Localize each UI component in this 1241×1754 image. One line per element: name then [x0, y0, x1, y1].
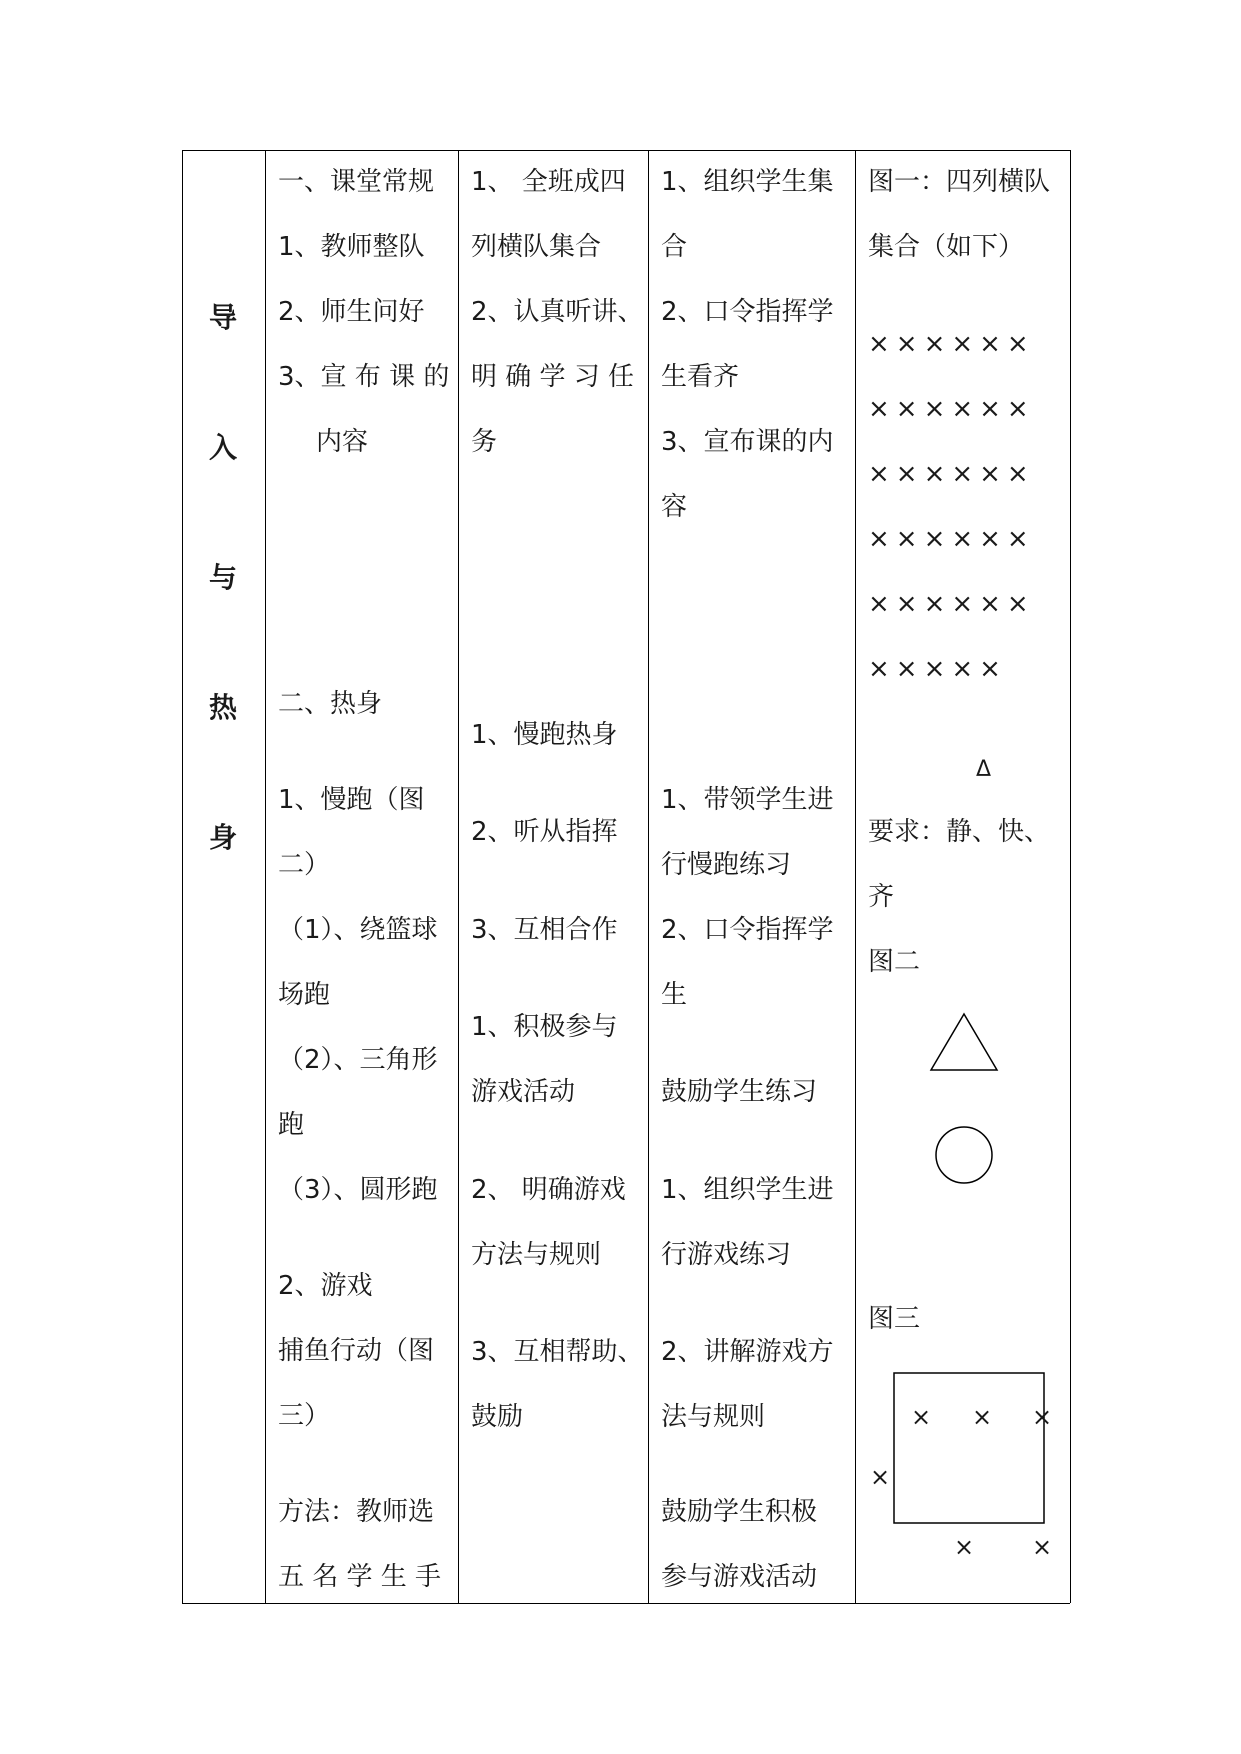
formation-row: ×××××	[868, 654, 1007, 684]
fig1-title: 图一：四列横队	[868, 167, 1051, 197]
game-line: 2、游戏	[278, 1271, 373, 1301]
player-mark: ×	[1032, 1533, 1053, 1561]
teacher-line: 2、口令指挥学	[661, 297, 834, 327]
warmup-line: 场跑	[278, 980, 331, 1010]
student-line: 游戏活动	[471, 1077, 576, 1107]
teacher-line: 生看齐	[661, 362, 740, 392]
category-char: 身	[209, 821, 238, 854]
category-char: 与	[209, 561, 238, 594]
warmup-line: （1）、绕篮球	[278, 915, 438, 945]
teacher-line: 行游戏练习	[661, 1240, 792, 1270]
teacher-line: 2、口令指挥学	[661, 915, 834, 945]
teacher-line: 鼓励学生练习	[661, 1077, 818, 1107]
player-mark: ×	[911, 1403, 932, 1431]
column-divider-3	[648, 150, 649, 1603]
teacher-line: 1、组织学生集	[661, 167, 834, 197]
student-line: 1、 全班成四	[471, 167, 626, 197]
student-line: 明 确 学 习 任	[471, 362, 635, 392]
student-line: 务	[471, 427, 498, 457]
player-mark: ×	[870, 1463, 891, 1491]
category-char: 导	[209, 301, 238, 334]
teacher-line: 2、讲解游戏方	[661, 1337, 834, 1367]
student-line: 方法与规则	[471, 1240, 602, 1270]
method-line: 方法：教师选	[278, 1497, 435, 1527]
teacher-line: 容	[661, 492, 688, 522]
formation-row: ××××××	[868, 459, 1035, 489]
student-line: 3、互相帮助、	[471, 1337, 644, 1367]
category-char: 热	[209, 691, 238, 724]
routine-title: 一、课堂常规	[278, 167, 435, 197]
student-line: 2、 明确游戏	[471, 1175, 626, 1205]
student-line: 3、互相合作	[471, 915, 618, 945]
circle-route-diagram	[934, 1125, 994, 1185]
student-line: 列横队集合	[471, 232, 602, 262]
player-mark: ×	[1032, 1403, 1053, 1431]
game-line: 捕鱼行动（图	[278, 1336, 435, 1366]
fig3-label: 图三	[868, 1304, 921, 1334]
requirement-line: 齐	[868, 882, 895, 912]
table-border-right	[1070, 150, 1071, 1603]
formation-row: ××××××	[868, 329, 1035, 359]
player-mark: ×	[972, 1403, 993, 1431]
player-mark: ×	[954, 1533, 975, 1561]
teacher-line: 1、组织学生进	[661, 1175, 834, 1205]
method-line: 五 名 学 生 手	[278, 1562, 442, 1592]
routine-item: 3、宣 布 课 的	[278, 362, 450, 392]
warmup-line: （3）、圆形跑	[278, 1175, 438, 1205]
warmup-line: 1、慢跑（图	[278, 785, 425, 815]
column-divider-1	[265, 150, 266, 1603]
formation-row: ××××××	[868, 394, 1035, 424]
table-border-left	[182, 150, 183, 1603]
warmup-line: （2）、三角形	[278, 1045, 438, 1075]
triangle-route-diagram	[929, 1012, 999, 1072]
student-line: 2、认真听讲、	[471, 297, 644, 327]
routine-item: 内容	[316, 427, 369, 457]
fig2-label: 图二	[868, 947, 921, 977]
student-line: 2、听从指挥	[471, 817, 618, 847]
lesson-plan-table	[182, 150, 1070, 1603]
routine-item: 2、师生问好	[278, 297, 425, 327]
requirement-line: 要求：静、快、	[868, 817, 1051, 847]
formation-row: ××××××	[868, 589, 1035, 619]
teacher-marker: Δ	[976, 757, 992, 782]
column-divider-2	[458, 150, 459, 1603]
student-line: 1、慢跑热身	[471, 720, 618, 750]
teacher-line: 鼓励学生积极	[661, 1497, 818, 1527]
category-char: 入	[209, 431, 238, 464]
student-line: 鼓励	[471, 1402, 524, 1432]
routine-item: 1、教师整队	[278, 232, 425, 262]
warmup-title: 二、热身	[278, 689, 383, 719]
teacher-line: 参与游戏活动	[661, 1562, 818, 1592]
fig1-title: 集合（如下）	[868, 232, 1025, 262]
teacher-line: 生	[661, 980, 688, 1010]
game-line: 三）	[278, 1401, 331, 1431]
teacher-line: 行慢跑练习	[661, 850, 792, 880]
warmup-line: 二）	[278, 850, 331, 880]
student-line: 1、积极参与	[471, 1012, 618, 1042]
teacher-line: 1、带领学生进	[661, 785, 834, 815]
teacher-line: 法与规则	[661, 1402, 766, 1432]
teacher-line: 3、宣布课的内	[661, 427, 834, 457]
column-divider-4	[855, 150, 856, 1603]
warmup-line: 跑	[278, 1110, 305, 1140]
formation-row: ××××××	[868, 524, 1035, 554]
teacher-line: 合	[661, 232, 688, 262]
